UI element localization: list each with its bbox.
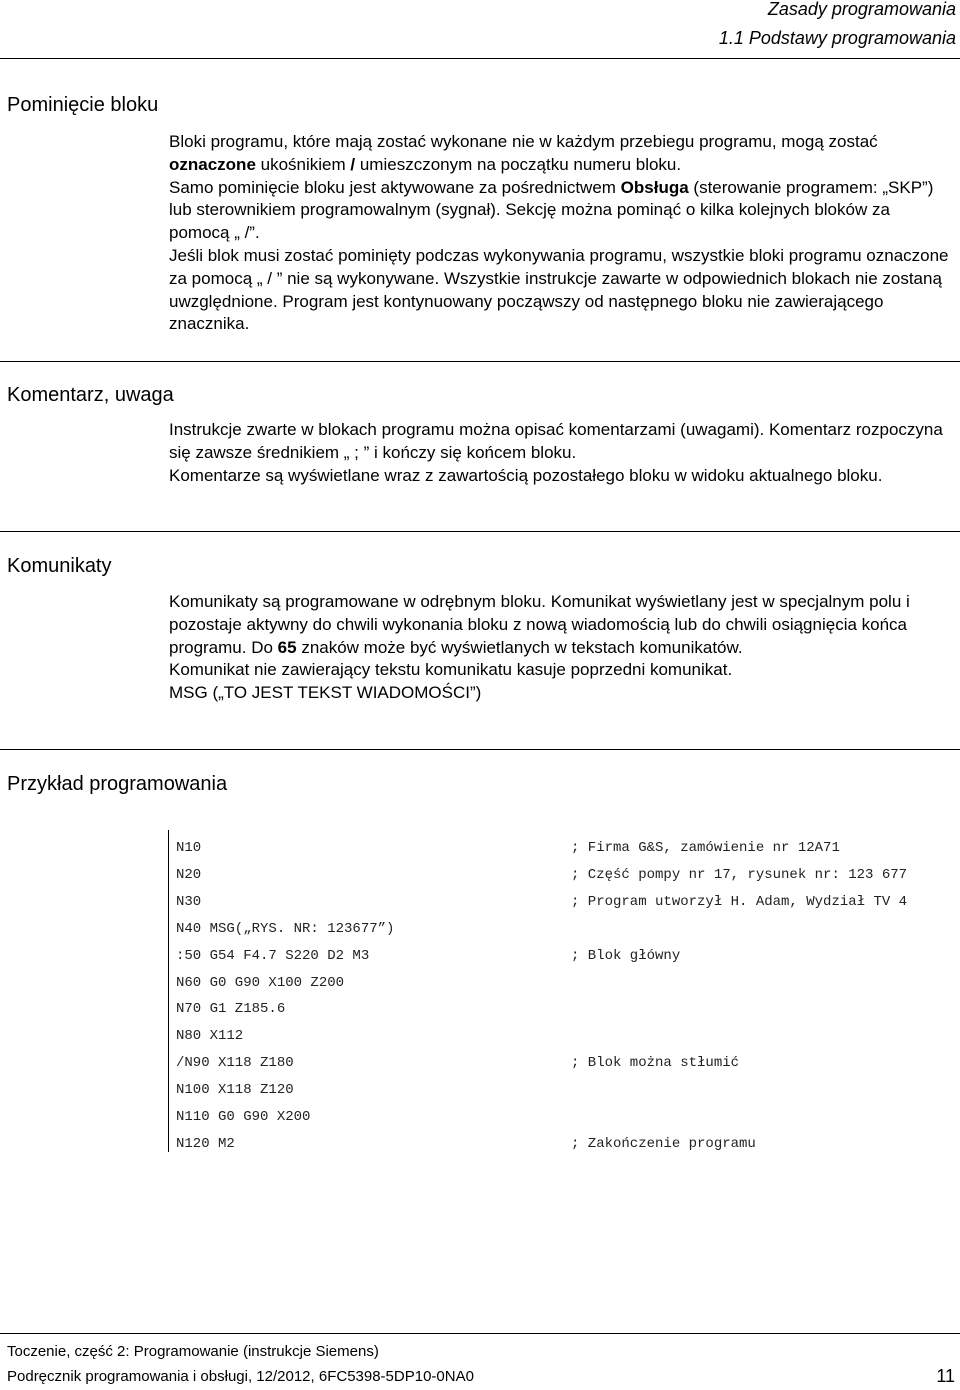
code-command: N10 [176,840,202,856]
code-command: /N90 X118 Z180 [176,1055,294,1072]
header-rule [0,58,960,59]
code-comment: ; Część pompy nr 17, rysunek nr: 123 677 [571,866,908,883]
code-command: N120 M2 [176,1135,235,1152]
section-title-comment: Komentarz, uwaga [7,384,174,406]
footer-publication: Podręcznik programowania i obsługi, 12/2012, 6FC5398-5DP10-0NA0 [7,1368,474,1385]
bold-text: Obsługa [620,177,689,197]
text-run: MSG („TO JEST TEKST WIADOMOŚCI”) [169,683,482,703]
section-rule [0,749,960,750]
text-run: znaków może być wyświetlanych w tekstach komunikatów. [296,637,743,657]
code-comment: ; Zakończenie programu [571,1135,756,1152]
paragraph [169,419,955,465]
code-command: N80 X112 [176,1028,244,1045]
code-command: N30 [176,893,202,910]
section-rule [0,361,960,362]
text-run: Komunikaty są programowane w odrębnym bloku. Komunikat wyświetlany jest w specjalnym polu i pozostaje aktywny do chwili wykonania bloku z nową wiadomością lub do chwili osiągnięcia końca programu. Do [169,592,910,657]
code-command: :50 G54 F4.7 S220 D2 M3 [176,947,370,964]
text-run: (sterowanie programem: „SKP”) lub sterownikiem programowalnym (sygnał). Sekcję można pominąć o kilka kolejnych bloków za pomocą „ /”. [169,177,934,243]
paragraph [169,245,955,336]
paragraph [169,659,955,682]
text-run: Samo pominięcie bloku jest aktywowane za pośrednictwem [169,177,621,197]
text-run: Komentarze są wyświetlane wraz z zawartością pozostałego bloku w widoku aktualnego bloku. [169,465,883,485]
text-run: Instrukcje zwarte w blokach programu można opisać komentarzami (uwagami). Komentarz rozpoczyna się zawsze średnikiem „ ; ” i kończy się końcem bloku. [169,420,943,462]
section-title-messages: Komunikaty [7,555,112,577]
paragraph [169,465,955,488]
footer-rule [0,1333,960,1334]
code-command: N110 G0 G90 X200 [176,1109,311,1125]
code-command: N40 MSG(„RYS. NR: 123677”) [176,920,395,937]
section-title-example: Przykład programowania [7,773,228,795]
code-comment: ; Blok można stłumić [571,1055,740,1072]
section-body-messages [169,591,955,705]
code-listing [168,830,959,1152]
code-comment: ; Firma G&S, zamówienie nr 12A71 [571,840,840,856]
text-run: ukośnikiem [255,154,351,174]
paragraph [169,177,955,245]
text-run: Bloki programu, które mają zostać wykonane nie w każdym przebiegu programu, mogą zostać [169,132,878,151]
paragraph [169,131,955,177]
code-command: N70 G1 Z185.6 [176,1001,286,1018]
text-run: Jeśli blok musi zostać pominięty podczas wykonywania programu, wszystkie bloki programu oznaczone za pomocą „ / ” nie są wykonywane. Wszystkie instrukcje zawarte w odpowiednich blokach nie zostaną uwzględnione. Program jest kontynuowany począwszy od następnego bloku nie zawierającego znacznika. [169,245,949,334]
bold-text: oznaczone [169,154,256,174]
code-command: N20 [176,866,202,883]
text-run: Komunikat nie zawierający tekstu komunikatu kasuje poprzedni komunikat. [169,660,733,680]
code-command: N60 G0 G90 X100 Z200 [176,974,345,991]
paragraph [169,682,955,705]
running-header-chapter: Zasady programowania [767,0,956,19]
section-rule [0,531,960,532]
bold-text: 65 [277,637,297,657]
running-header-section: 1.1 Podstawy programowania [718,28,956,48]
paragraph [169,591,955,659]
section-body-skip [169,131,955,336]
section-title-skip: Pominięcie bloku [7,94,159,116]
bold-text: / [350,154,356,174]
code-comment: ; Program utworzył H. Adam, Wydział TV 4 [571,893,908,910]
text-run: umieszczonym na początku numeru bloku. [355,154,682,174]
code-comment: ; Blok główny [571,947,681,964]
footer-title: Toczenie, część 2: Programowanie (instrukcje Siemens) [7,1343,379,1360]
page-number: 11 [936,1366,955,1386]
section-body-comment [169,419,955,487]
code-command: N100 X118 Z120 [176,1082,294,1099]
